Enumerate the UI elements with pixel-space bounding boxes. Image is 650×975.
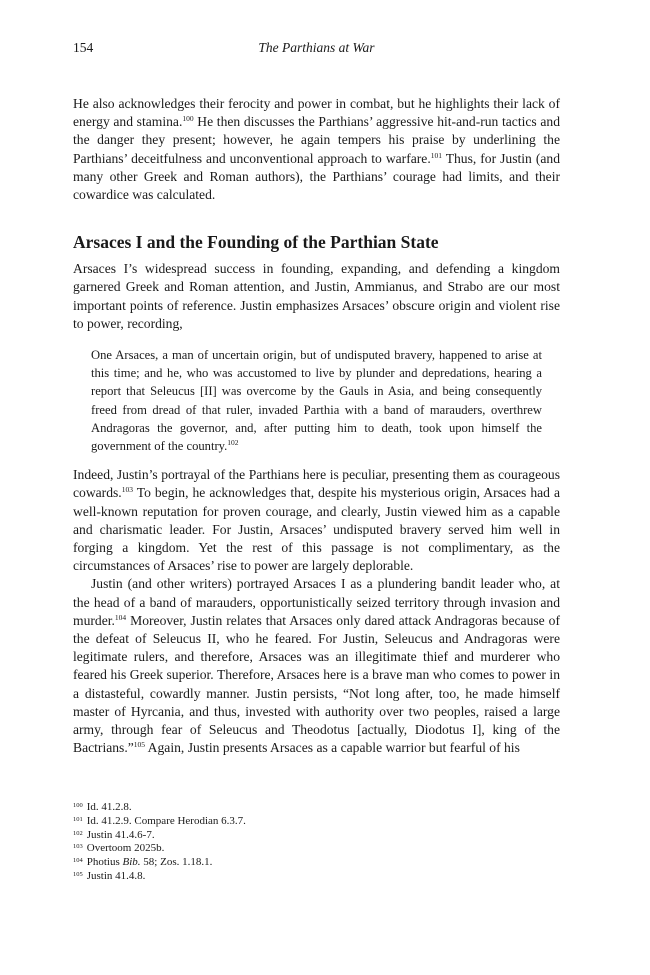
footnote-101: $^{101}$ Id. 41.2.9. Compare Herodian 6.3.7. (73, 814, 246, 827)
footnote-ref-105[interactable]: 105 (133, 740, 146, 750)
page (73, 40, 560, 758)
paragraph-4: Justin (and other writers) portrayed Arsaces I as a plundering bandit leader who, at the head of a band of marauders, opportunistically seized territory through invasion and murder.$^{104}$ Moreover, Justin relates that Arsaces only dared attack Andragoras because of the defeat of Seleucus II, who he feared. For Justin, Seleucus and Andragoras were legitimate rulers, and therefore, Arsaces was an illegitimate thief and murderer who feared his Greek superior. Therefore, Arsaces here is a brave man who comes to power in a distasteful, cowardly manner. Justin persists, “Not long after, too, he made himself master of Hyrcania, and thus, invested with authority over two peoples, raised a large army, through fear of Seleucus and Theodotus [actually, Diodotus I], king of the Bactrians.”$^{105}$ Again, Justin presents Arsaces as a capable warrior but fearful of his (73, 576, 560, 756)
footnote-103: $^{103}$ Overtoom 2025b. (73, 842, 165, 855)
footnote-100: $^{100}$ Id. 41.2.8. (73, 801, 132, 813)
footnotes (73, 801, 560, 884)
block-quote: One Arsaces, a man of uncertain origin, but of undisputed bravery, happened to arise at this time; and he, who was accustomed to live by plunder and depredations, hearing a report that Seleucus [II] was overcome by the Gauls in Asia, and being consequently freed from dread of that ruler, invaded Parthia with a band of marauders, overthrew Andragoras the governor, and, after putting him to death, took upon himself the government of the country.$^{102}$ (91, 348, 542, 454)
footnote-102: $^{102}$ Justin 41.4.6-7. (73, 828, 155, 841)
footnote-ref-102[interactable]: 102 (227, 438, 239, 448)
paragraph-2: Arsaces I’s widespread success in founding, expanding, and defending a kingdom garnered Greek and Roman attention, and Justin, Ammianus, and Strabo are our most important points of reference. Justin emphasizes Arsaces’ obscure origin and violent rise to power, recording, (73, 261, 560, 331)
paragraph-3: Indeed, Justin’s portrayal of the Parthians here is peculiar, presenting them as courageous cowards.$^{103}$ To begin, he acknowledges that, despite his mysterious origin, Arsaces had a well-known reputation for proven courage, and clearly, Justin viewed him as a capable and charismatic leader. For Justin, Arsaces’ undisputed bravery served him well in forging a kingdom. Yet the rest of this passage is not complimentary, as the circumstances of Arsaces’ rise to power are largely deplorable. (73, 467, 560, 574)
footnote-104: $^{104}$ Photius Bib. 58; Zos. 1.18.1. (73, 856, 213, 869)
footnote-ref-104[interactable]: 104 (114, 612, 127, 622)
footnote-ref-101[interactable]: 101 (430, 150, 442, 160)
section-heading: Arsaces I and the Founding of the Parthian State (73, 232, 439, 253)
footnote-ref-103[interactable]: 103 (121, 485, 133, 495)
page-header (73, 40, 560, 64)
footnote-105: $^{105}$ Justin 41.4.8. (73, 869, 146, 882)
running-head: The Parthians at War (258, 40, 375, 55)
paragraph-1: He also acknowledges their ferocity and power in combat, but he highlights their lack of energy and stamina.$^{100}$ He then discusses the Parthians’ aggressive hit-and-run tactics and the danger they present; however, he again tempers his praise by underlining the Parthians’ deceitfulness and unconventional approach to warfare.$^{101}$ Thus, for Justin (and many other Greek and Roman authors), the Parthians’ courage had limits, and their cowardice was calculated. (73, 96, 561, 203)
footnote-ref-100[interactable]: 100 (182, 114, 194, 124)
page-number: 154 (73, 40, 94, 55)
